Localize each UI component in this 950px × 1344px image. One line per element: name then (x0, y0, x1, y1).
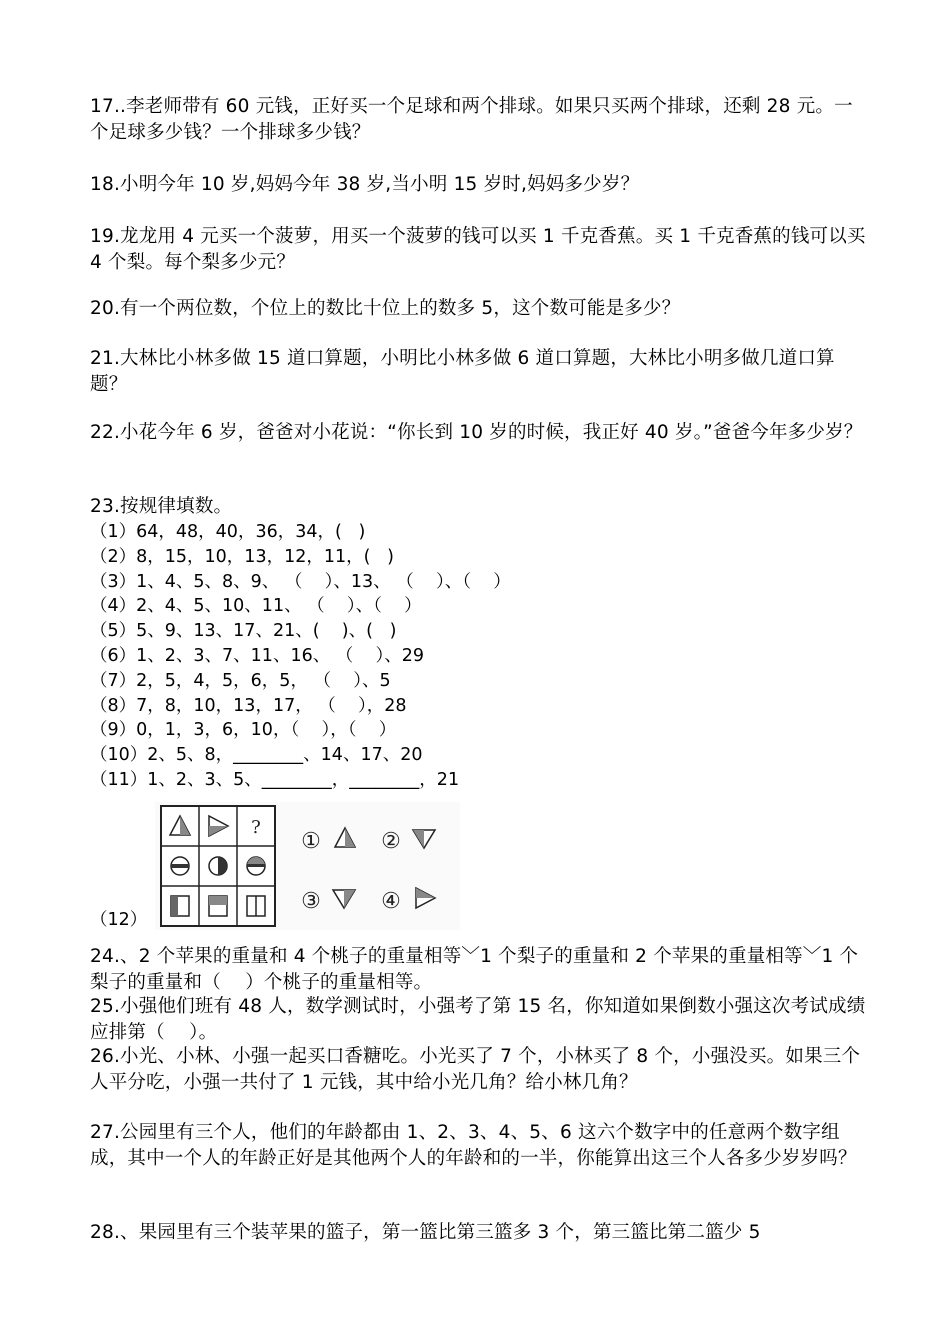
question-26: 26.小光、小林、小强一起买口香糖吃。小光买了 7 个，小林买了 8 个，小强没买。如果三个人平分吃，小强一共付了 1 元钱，其中给小光几角？给小林几角？ (90, 1046, 861, 1093)
square-right-icon (247, 896, 265, 916)
sequence-item: （8）7，8，10，13，17， （ ），28 (90, 695, 407, 716)
question-mark: ? (251, 817, 261, 838)
square-top-shaded-icon (209, 896, 227, 916)
figure-label: （12） (90, 910, 148, 930)
option-3-label: ③ (301, 889, 321, 914)
question-20: 20.有一个两位数，个位上的数比十位上的数多 5，这个数可能是多少？ (90, 298, 681, 319)
square-left-shaded-icon (171, 896, 189, 916)
sequence-item: （4）2、4、5、10、11、 （ ）、（ ） (90, 596, 422, 617)
question-18: 18.小明今年 10 岁,妈妈今年 38 岁,当小明 15 岁时,妈妈多少岁？ (90, 174, 640, 195)
sequence-item: （3）1、4、5、8、9、 （ ）、13、 （ ）、（ ） (90, 571, 511, 592)
pattern-grid-image (155, 802, 460, 930)
sequence-list (90, 520, 511, 793)
question-28: 28.、果园里有三个装苹果的篮子，第一篮比第三篮多 3 个，第三篮比第二篮少 5 (90, 1222, 761, 1243)
option-1-label: ① (301, 829, 321, 854)
question-25: 25.小强他们班有 48 人，数学测试时，小强考了第 15 名，你知道如果倒数小强这次考试成绩应排第（ ）。 (90, 996, 866, 1043)
question-23-title: 23.按规律填数。 (90, 496, 233, 517)
question-19: 19.龙龙用 4 元买一个菠萝，用买一个菠萝的钱可以买 1 千克香蕉。买 1 千克香蕉的钱可以买 4 个梨。每个梨多少元？ (90, 226, 872, 273)
question-17: 17..李老师带有 60 元钱，正好买一个足球和两个排球。如果只买两个排球，还剩 28 元。一个足球多少钱？一个排球多少钱？ (90, 96, 853, 143)
circle-half-icon (171, 857, 189, 875)
sequence-item: （1）64，48，40，36，34，( ) (90, 522, 366, 542)
question-22: 22.小花今年 6 岁，爸爸对小花说：“你长到 10 岁的时候，我正好 40 岁。”爸爸今年多少岁？ (90, 422, 863, 443)
sequence-item: （9）0，1，3，6，10，（ ），（ ） (90, 720, 397, 741)
question-24: 24.、2 个苹果的重量和 4 个桃子的重量相等﹀1 个梨子的重量和 2 个苹果的重量相等﹀1 个梨子的重量和（ ）个桃子的重量相等。 (90, 946, 859, 993)
sequence-item: （6）1、2、3、7、11、16、 （ ）、29 (90, 645, 425, 666)
sequence-item: （7）2，5，4，5，6，5， （ ）、5 (90, 670, 391, 691)
question-21: 21.大林比小林多做 15 道口算题，小明比小林多做 6 道口算题，大林比小明多做几道口算题？ (90, 348, 835, 395)
sequence-item: （2）8，15，10，13，12，11，( ) (90, 546, 394, 567)
option-2-label: ② (381, 829, 401, 854)
question-27: 27.公园里有三个人，他们的年龄都由 1、2、3、4、5、6 这六个数字中的任意两个数字组成，其中一个人的年龄正好是其他两个人的年龄和的一半，你能算出这三个人各多少岁岁吗？ (90, 1122, 857, 1169)
circle-split-icon (209, 857, 227, 875)
pattern-figure (90, 802, 470, 932)
sequence-item: （11）1、2、3、5、________，________，21 (90, 769, 460, 790)
circle-half-shaded-icon (247, 857, 265, 875)
sequence-item: （10）2、5、8，________、14、17、20 (90, 745, 423, 766)
sequence-item: （5）5、9、13、17、21、( )、( ) (90, 621, 397, 642)
option-4-label: ④ (381, 889, 401, 914)
